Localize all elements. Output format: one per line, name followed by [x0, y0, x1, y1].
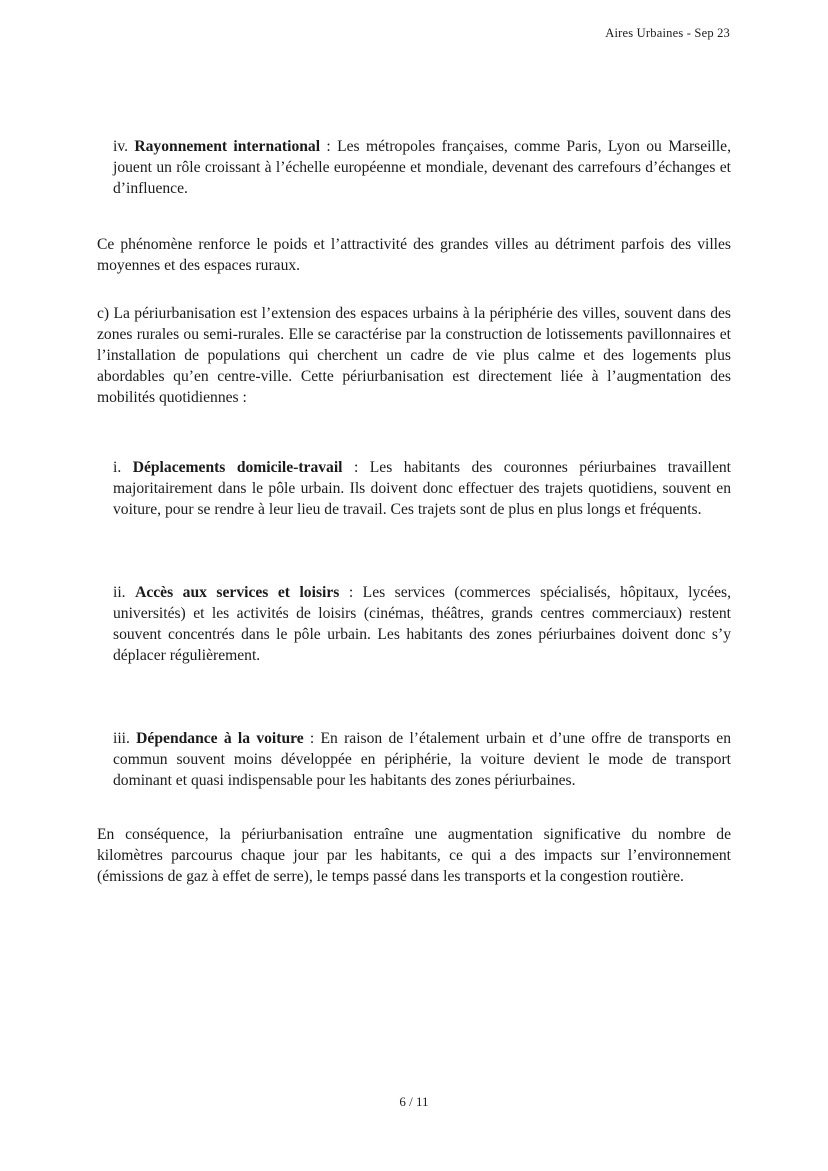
list-item-iii [97, 728, 731, 791]
list-item-i [97, 457, 731, 520]
list-text-iv: : Les métropoles françaises, comme Paris, Lyon ou Marseille, jouent un rôle croissant à l’échelle européenne et mondiale, devenant des carrefours d’échanges et d’influence. [113, 138, 731, 197]
list-marker-iii: iii. [113, 730, 137, 747]
list-text-iii: : En raison de l’étalement urbain et d’une offre de transports en commun souvent moins développée en périphérie, la voiture devient le mode de transport dominant et quasi indispensable pour les habitants des zones périurbaines. [113, 730, 731, 789]
document-content [97, 136, 731, 887]
list-term-ii: Accès aux services et loisirs [135, 584, 340, 601]
page-number: 6 / 11 [399, 1094, 429, 1109]
list-text-ii: : Les services (commerces spécialisés, hôpitaux, lycées, universités) et les activités de loisirs (cinémas, théâtres, grands centres commerciaux) restent souvent concentrés dans le pôle urbain. Les habitants des zones périurbaines doivent donc s’y déplacer régulièrement. [113, 584, 732, 664]
list-marker-i: i. [113, 459, 133, 476]
list-marker-iv: iv. [113, 138, 135, 155]
list-term-iv: Rayonnement international [134, 138, 321, 155]
list-marker-ii: ii. [113, 584, 136, 601]
paragraph-conclusion: En conséquence, la périurbanisation entraîne une augmentation significative du nombre de kilomètres parcourus chaque jour par les habitants, ce qui a des impacts sur l’environnement (émissions de gaz à effet de serre), le temps passé dans les transports et la congestion routière. [97, 826, 731, 885]
paragraph-periurbanisation: c) La périurbanisation est l’extension des espaces urbains à la périphérie des villes, souvent dans des zones rurales ou semi-rurales. Elle se caractérise par la construction de lotissements pavillonnaires et l’installation de populations qui cherchent un cadre de vie plus calme et des logements plus abordables qu’en centre-ville. Cette périurbanisation est directement liée à l’augmentation des mobilités quotidiennes : [97, 305, 731, 406]
list-term-i: Déplacements domicile-travail [132, 459, 343, 476]
list-term-iii: Dépendance à la voiture [136, 730, 304, 747]
paragraph-intro: Ce phénomène renforce le poids et l’attractivité des grandes villes au détriment parfois des villes moyennes et des espaces ruraux. [97, 236, 731, 274]
list-text-i: : Les habitants des couronnes périurbaines travaillent majoritairement dans le pôle urbain. Ils doivent donc effectuer des trajets quotidiens, souvent en voiture, pour se rendre à leur lieu de travail. Ces trajets sont de plus en plus longs et fréquents. [113, 459, 732, 518]
list-item-ii [97, 582, 731, 666]
page-header: Aires Urbaines - Sep 23 [605, 26, 730, 40]
list-item-iv [97, 136, 731, 199]
